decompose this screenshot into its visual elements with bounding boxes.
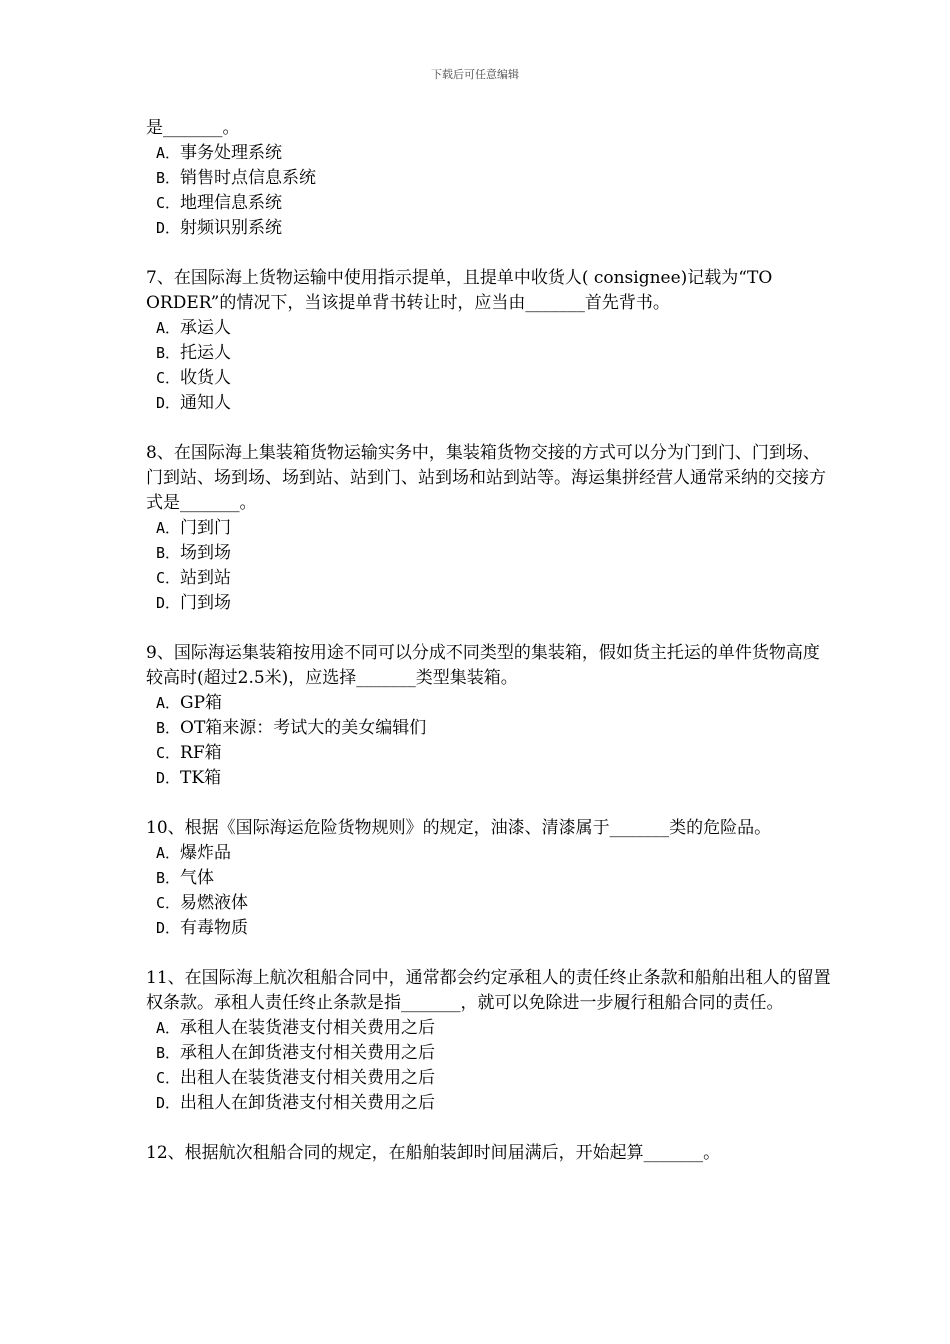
option-letter: A． xyxy=(156,519,181,537)
option-letter: D． xyxy=(156,394,181,412)
option-text: 承租人在装货港支付相关费用之后 xyxy=(180,1018,436,1038)
option-text: GP箱 xyxy=(180,693,223,713)
option-b xyxy=(146,866,836,891)
option-text: RF箱 xyxy=(180,743,222,763)
page-header: 下载后可任意编辑 xyxy=(431,68,519,81)
option-letter: C． xyxy=(156,369,181,387)
option-letter: A． xyxy=(156,844,181,862)
option-b xyxy=(146,716,836,741)
option-text: 事务处理系统 xyxy=(180,143,283,163)
option-c xyxy=(146,741,836,766)
option-text: 出租人在装货港支付相关费用之后 xyxy=(180,1068,436,1088)
option-a xyxy=(146,841,836,866)
option-letter: A． xyxy=(156,144,181,162)
option-letter: C． xyxy=(156,1069,181,1087)
option-text: 射频识别系统 xyxy=(180,218,283,238)
option-text: 地理信息系统 xyxy=(180,193,283,213)
question-stem: 9、国际海运集装箱按用途不同可以分成不同类型的集装箱，假如货主托运的单件货物高度较高时(超过2.5米)，应选择_______类型集装箱。 xyxy=(146,643,820,688)
option-text: 承运人 xyxy=(180,318,232,338)
question-stem: 7、在国际海上货物运输中使用指示提单，且提单中收货人( consignee)记载为“TO ORDER”的情况下，当该提单背书转让时，应当由_______首先背书。 xyxy=(146,268,778,313)
question-item xyxy=(146,641,836,791)
option-c xyxy=(146,891,836,916)
option-c xyxy=(146,366,836,391)
option-d xyxy=(146,591,836,616)
option-a xyxy=(146,516,836,541)
question-item xyxy=(146,966,836,1116)
option-letter: A． xyxy=(156,1019,181,1037)
question-stem: 12、根据航次租船合同的规定，在船舶装卸时间届满后，开始起算_______。 xyxy=(146,1143,721,1163)
option-letter: D． xyxy=(156,769,181,787)
option-a xyxy=(146,316,836,341)
option-letter: B． xyxy=(156,169,181,187)
option-d xyxy=(146,391,836,416)
option-a xyxy=(146,691,836,716)
option-b xyxy=(146,166,836,191)
option-a xyxy=(146,1016,836,1041)
option-letter: D． xyxy=(156,594,181,612)
option-letter: D． xyxy=(156,219,181,237)
question-item xyxy=(146,441,836,616)
question-item xyxy=(146,266,836,416)
option-letter: A． xyxy=(156,319,181,337)
question-item xyxy=(146,816,836,941)
question-stem: 10、根据《国际海运危险货物规则》的规定，油漆、清漆属于_______类的危险品。 xyxy=(146,818,772,838)
option-b xyxy=(146,541,836,566)
option-text: 场到场 xyxy=(180,543,232,563)
option-text: 气体 xyxy=(180,868,215,888)
option-text: 销售时点信息系统 xyxy=(180,168,317,188)
option-text: TK箱 xyxy=(180,768,222,788)
option-text: 易燃液体 xyxy=(180,893,249,913)
option-letter: A． xyxy=(156,694,181,712)
option-c xyxy=(146,566,836,591)
option-text: 托运人 xyxy=(180,343,232,363)
option-letter: B． xyxy=(156,719,181,737)
option-text: 承租人在卸货港支付相关费用之后 xyxy=(180,1043,436,1063)
question-stem: 11、在国际海上航次租船合同中，通常都会约定承租人的责任终止条款和船舶出租人的留置权条款。承租人责任终止条款是指_______，就可以免除进一步履行租船合同的责任。 xyxy=(146,968,831,1013)
option-d xyxy=(146,216,836,241)
option-text: 门到场 xyxy=(180,593,232,613)
option-text: 站到站 xyxy=(180,568,232,588)
option-letter: B． xyxy=(156,344,181,362)
option-b xyxy=(146,341,836,366)
option-text: 通知人 xyxy=(180,393,232,413)
option-text: 出租人在卸货港支付相关费用之后 xyxy=(180,1093,436,1113)
option-letter: C． xyxy=(156,894,181,912)
question-item xyxy=(146,1141,836,1166)
option-text: 收货人 xyxy=(180,368,232,388)
option-text: 有毒物质 xyxy=(180,918,249,938)
option-text: 爆炸品 xyxy=(180,843,232,863)
option-c xyxy=(146,191,836,216)
option-letter: B． xyxy=(156,1044,181,1062)
question-item xyxy=(146,116,836,241)
option-letter: C． xyxy=(156,569,181,587)
option-text: OT箱来源：考试大的美女编辑们 xyxy=(180,718,427,738)
option-letter: C． xyxy=(156,194,181,212)
question-stem: 是_______。 xyxy=(146,118,240,138)
option-c xyxy=(146,1066,836,1091)
option-letter: B． xyxy=(156,544,181,562)
option-d xyxy=(146,1091,836,1116)
option-d xyxy=(146,766,836,791)
option-letter: D． xyxy=(156,1094,181,1112)
option-a xyxy=(146,141,836,166)
option-letter: B． xyxy=(156,869,181,887)
option-text: 门到门 xyxy=(180,518,232,538)
option-b xyxy=(146,1041,836,1066)
question-list xyxy=(146,116,836,1191)
option-letter: C． xyxy=(156,744,181,762)
option-letter: D． xyxy=(156,919,181,937)
option-d xyxy=(146,916,836,941)
question-stem: 8、在国际海上集装箱货物运输实务中，集装箱货物交接的方式可以分为门到门、门到场、门到站、场到场、场到站、站到门、站到场和站到站等。海运集拼经营人通常采纳的交接方式是_______。 xyxy=(146,443,826,513)
